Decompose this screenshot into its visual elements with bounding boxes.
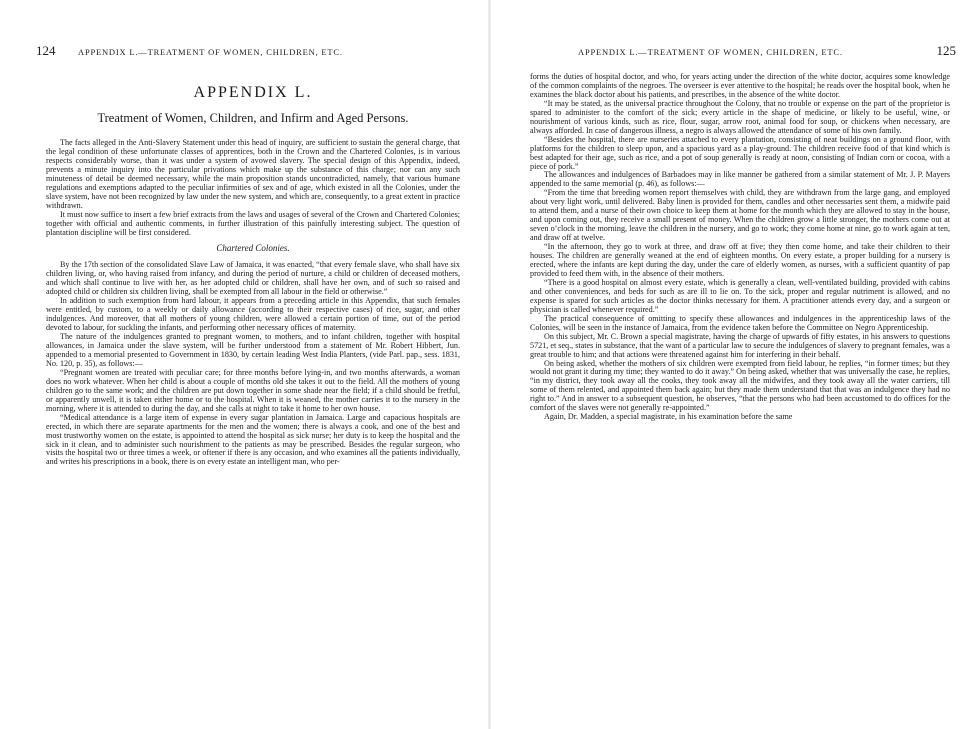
quoted-paragraph: “Pregnant women are treated with peculiar care; for three months before lying-in, and two months afterwards, a woman does no work whatever. When her child is about a couple of months old she takes it out to the field. All the mothers of young children go to the same work; and the children are put down together in some shade near the field; if a child should be fretful, or apparently unwell, it is taken either home or to the hospital. When it is weaned, the mother carries it to the nursery in the morning, where it is attended to during the day, and she calls at night to take it home to her own house. — [46, 367, 460, 413]
paragraph: By the 17th section of the consolidated Slave Law of Jamaica, it was enacted, “that every female slave, who shall have six children living, or, who having raised from infancy, and during the period of nurture, a child or children of deceased mothers, and which shall continue to live with her, as her adopted child or children, shall have her own, and of such so raised and adopted child or children six children living, shall be exempted from all labour in the field or otherwise.” — [46, 260, 460, 297]
paragraph: The nature of the indulgences granted to pregnant women, to mothers, and to infant children, together with hospital allowances, in Jamaica under the slave system, will be further understood from a statement of Mr. Robert Hibbert, Jun. appended to a memorial presented to Government in 1830, by certain leading West India Planters, (vide Parl. pap., sess. 1831, No. 120, p. 35), as follows:— — [46, 332, 460, 368]
section-heading: Chartered Colonies. — [216, 243, 290, 254]
paragraph: In addition to such exemption from hard labour, it appears from a preceding article in this Appendix, that such females were entitled, by custom, to a weekly or daily allowance (according to their respective cases) of rice, sugar, and other indulgences. And moreover, that all mothers of young children, were allowed a certain portion of time, out of the period devoted to labour, for suckling the infants, and performing other necessary offices of maternity. — [46, 296, 460, 333]
paragraph: forms the duties of hospital doctor, and who, for years acting under the direction of the white doctor, acquires some knowledge of the common complaints of the negroes. The overseer is ever attentive to the hospital; he reads over the hospital book, when he examines the black doctor about his patients, and prescribes, in the absence of the white doctor. — [530, 72, 950, 99]
right-page — [490, 0, 980, 729]
appendix-subtitle: Treatment of Women, Children, and Infirm and Aged Persons. — [97, 111, 409, 125]
paragraph: The facts alleged in the Anti-Slavery Statement under this head of inquiry, are sufficient to sustain the general charge, that the legal condition of these unfortunate classes of apprentices, both in the Crown and the Chartered Colonies, is in various respects considerably worse, than it was under a system of avowed slavery. The special design of this Appendix, indeed, prevents a minute inquiry into the particular privations which make up the substance of this charge; nor can any such minuteness of detail be deemed necessary, while the main proposition stands uncontradicted, namely, that various humane regulations and exemptions adapted to the peculiar infirmities of sex and of age, which existed in all the Colonies, under the slave system, have not been recognized by law under the new system, and which are, consequently, to a great extent in practice withdrawn. — [46, 138, 460, 210]
right-page-number: 125 — [936, 43, 956, 58]
quoted-paragraph: “It may be stated, as the universal practice throughout the Colony, that no trouble or expense on the part of the proprietor is spared to administer to the comfort of the sick; every article in the shape of medicine, or likely to be useful, wine, or nourishment of various kinds, such as rice, flour, sugar, arrow root, animal food for soup, or chickens when necessary, are always afforded. In case of dangerous illness, a negro is always allowed the attendance of some of his own family. — [530, 98, 950, 135]
quoted-paragraph: “From the time that breeding women report themselves with child, they are withdrawn from the large gang, and employed about very light work, until delivered. Baby linen is provided for them, candles and other necessaries sent them, a midwife paid to attend them, and a nurse of their own choice to keep them at home for the month which they are allowed to stay in the house, and upon coming out, they receive a small present of money. When the children grow a little stronger, the mothers come out at seven o’clock in the morning, leave the children in the nursery, and go to work; they come home at nine, go to work again at ten, and draw off at twelve. — [530, 188, 950, 243]
paragraph: On being asked, whether the mothers of six children were exempted from field labour, he replies, “in former times; but they would not grant it during my time; they wanted to do it away.” On being asked, whether that was universally the case, he replies, “in my district, they took away all the cooks, they took away all the midwifes, and they took away all the water carriers, till some of them relented, and appointed them back again; but they made them understand that that was an indulgence they had no right to.” And in answer to a subsequent question, he observes, “that the persons who had been accustomed to do offices for the comfort of the slaves were not generally re-appointed.” — [530, 358, 950, 413]
left-page-number: 124 — [36, 43, 56, 58]
paragraph: On this subject, Mr. C. Brown a special magistrate, having the charge of upwards of fifty estates, in his answers to questions 5721, et seq., states in substance, that the want of a particular law to secure the indulgences of slavery to pregnant females, was a great trouble to him; and that actions were threatened against him for interfering in their behalf. — [530, 331, 950, 359]
left-running-head: APPENDIX L.—TREATMENT OF WOMEN, CHILDREN, ETC. — [78, 47, 343, 57]
right-page-body — [530, 73, 950, 422]
quoted-paragraph: “There is a good hospital on almost every estate, which is generally a clean, well-ventilated building, provided with cabins and other conveniences, and beds for such as are ill to lie on. To the sick, proper and regular nutriment is allowed, and no expense is spared for such articles as the doctor thinks necessary for them. A practitioner attends every day, and a surgeon or physician is called whenever required.” — [530, 277, 950, 314]
quoted-paragraph: “In the afternoon, they go to work at three, and draw off at five; they then come home, and take their children to their houses. The children are generally weaned at the end of eighteen months. On every estate, a proper building for a nursery is erected, where the infants are kept during the day, under the care of elderly women, as nurses, with a sufficient quantity of pap provided to feed them with, in the absence of their mothers. — [530, 242, 950, 278]
appendix-title: APPENDIX L. — [193, 84, 313, 101]
paragraph: It must now suffice to insert a few brief extracts from the laws and usages of several of the Crown and Chartered Colonies; together with official and authentic comments, in further illustration of this painfully interesting subject. The question of plantation discipline will be first considered. — [46, 209, 460, 237]
paragraph: The allowances and indulgences of Barbadoes may in like manner be gathered from a similar statement of Mr. J. P. Mayers appended to the same memorial (p. 46), as follows:— — [530, 170, 950, 189]
paragraph: Again, Dr. Madden, a special magistrate, in his examination before the same — [544, 412, 793, 422]
right-running-head: APPENDIX L.—TREATMENT OF WOMEN, CHILDREN, ETC. — [578, 47, 843, 57]
quoted-paragraph: “Medical attendance is a large item of expense in every sugar plantation in Jamaica. Large and capacious hospitals are erected, in which there are separate apartments for the men and the women; there is always a cook, and one of the best and most trustworthy women on the estate, is appointed to attend the hospital as sick nurse; her duty is to keep the hospital and the sick in it clean, and to administer such nourishment to the patients as may be prescribed. Besides the regular surgeon, who visits the hospital two or three times a week, or oftener if there is any occasion, and who examines all the patients individually, and writes his prescriptions in a book, there is on every estate an intelligent man, who per- — [46, 412, 460, 467]
paragraph: The practical consequence of omitting to specify these allowances and indulgences in the apprenticeship laws of the Colonies, will be seen in the instance of Jamaica, from the evidence taken before the Committee on Negro Apprenticeship. — [530, 313, 950, 332]
quoted-paragraph: “Besides the hospital, there are nurseries attached to every plantation, consisting of neat buildings on a ground floor, with platforms for the children to sleep upon, and a spacious yard as a play-ground. The children receive food of that kind which is best adapted for their age, such as rice, and a pot of soup generally is ready at noon, consisting of Indian corn or cocoa, with a piece of pork.” — [530, 134, 950, 171]
left-page-body — [46, 84, 460, 467]
